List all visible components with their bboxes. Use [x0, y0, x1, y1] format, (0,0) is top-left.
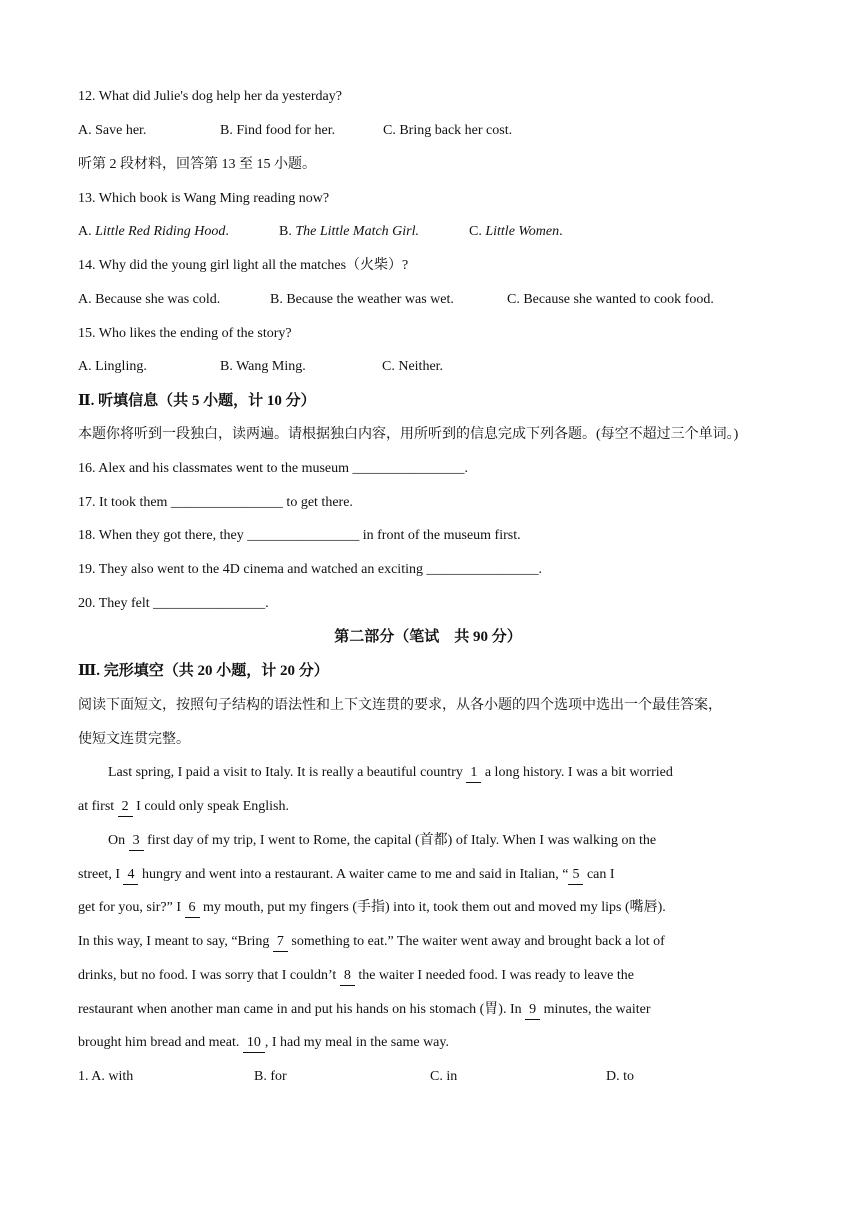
question-15: 15. Who likes the ending of the story? — [78, 326, 292, 341]
q15-option-c: C. Neither. — [382, 359, 444, 374]
blank-5[interactable]: 5 — [568, 866, 583, 885]
part-3-instruction-line-1: 阅读下面短文，按照句子结构的语法性和上下文连贯的要求，从各小题的四个选项中选出一个最佳答案， — [78, 698, 722, 713]
blank-1[interactable]: 1 — [466, 764, 481, 783]
written-part-title: 第二部分（笔试 共 90 分） — [334, 629, 522, 645]
cloze-1-option-c: C. in — [430, 1069, 458, 1084]
q14-option-c: C. Because she wanted to cook food. — [507, 292, 714, 307]
q12-option-a: A. Save her. — [78, 123, 147, 138]
blank-10[interactable]: 10 — [243, 1034, 265, 1053]
question-17: 17. It took them ________________ to get there. — [78, 495, 353, 510]
q13-option-a: A. Little Red Riding Hood. — [78, 224, 229, 239]
passage-line-1: Last spring, I paid a visit to Italy. It is really a beautiful country 1 a long history. I was a bit worried — [108, 764, 673, 783]
part-3-instruction-line-2: 使短文连贯完整。 — [78, 732, 190, 747]
passage-line-8: restaurant when another man came in and put his hands on his stomach (胃). In 9 minutes, the waiter — [78, 1001, 651, 1020]
question-16: 16. Alex and his classmates went to the museum ________________. — [78, 461, 469, 476]
question-19: 19. They also went to the 4D cinema and watched an exciting ________________. — [78, 562, 542, 577]
part-3-heading: Ⅲ. 完形填空（共 20 小题，计 20 分） — [78, 663, 329, 679]
passage-line-6: In this way, I meant to say, “Bring 7 something to eat.” The waiter went away and brought back a lot of — [78, 933, 665, 952]
passage-line-3: On 3 first day of my trip, I went to Rome, the capital (首都) of Italy. When I was walking on the — [108, 832, 656, 851]
cloze-1-option-b: B. for — [254, 1069, 287, 1084]
question-18: 18. When they got there, they ________________ in front of the museum first. — [78, 528, 521, 543]
q12-option-c: C. Bring back her cost. — [383, 123, 513, 138]
passage-line-2: at first 2 I could only speak English. — [78, 798, 289, 817]
passage-line-9: brought him bread and meat. 10 , I had my meal in the same way. — [78, 1034, 449, 1053]
q12-option-b: B. Find food for her. — [220, 123, 336, 138]
q14-option-b: B. Because the weather was wet. — [270, 292, 454, 307]
question-12: 12. What did Julie's dog help her da yesterday? — [78, 89, 342, 104]
q14-option-a: A. Because she was cold. — [78, 292, 221, 307]
blank-8[interactable]: 8 — [340, 967, 355, 986]
blank-9[interactable]: 9 — [525, 1001, 540, 1020]
q15-option-a: A. Lingling. — [78, 359, 147, 374]
part-2-heading: Ⅱ. 听填信息（共 5 小题，计 10 分） — [78, 393, 316, 409]
question-13: 13. Which book is Wang Ming reading now? — [78, 191, 330, 206]
q13-option-b: B. The Little Match Girl. — [279, 224, 420, 239]
blank-3[interactable]: 3 — [129, 832, 144, 851]
q13-option-c: C. Little Women. — [469, 224, 563, 239]
passage-line-7: drinks, but no food. I was sorry that I couldn’t 8 the waiter I needed food. I was ready to leave the — [78, 967, 634, 986]
blank-7[interactable]: 7 — [273, 933, 288, 952]
section-2-instruction: 听第 2 段材料，回答第 13 至 15 小题。 — [78, 157, 316, 172]
passage-line-5: get for you, sir?” I 6 my mouth, put my fingers (手指) into it, took them out and moved my lips (嘴唇). — [78, 899, 666, 918]
blank-6[interactable]: 6 — [185, 899, 200, 918]
blank-4[interactable]: 4 — [123, 866, 138, 885]
part-2-instruction: 本题你将听到一段独白，读两遍。请根据独白内容，用所听到的信息完成下列各题。(每空不超过三个单词。) — [78, 427, 739, 442]
cloze-1-option-a: 1. A. with — [78, 1069, 134, 1084]
blank-2[interactable]: 2 — [118, 798, 133, 817]
passage-line-4: street, I 4 hungry and went into a restaurant. A waiter came to me and said in Italian, “ 5 can I — [78, 866, 615, 885]
cloze-1-option-d: D. to — [606, 1069, 634, 1084]
question-20: 20. They felt ________________. — [78, 596, 269, 611]
q15-option-b: B. Wang Ming. — [220, 359, 306, 374]
question-14: 14. Why did the young girl light all the matches（火柴）? — [78, 258, 409, 273]
